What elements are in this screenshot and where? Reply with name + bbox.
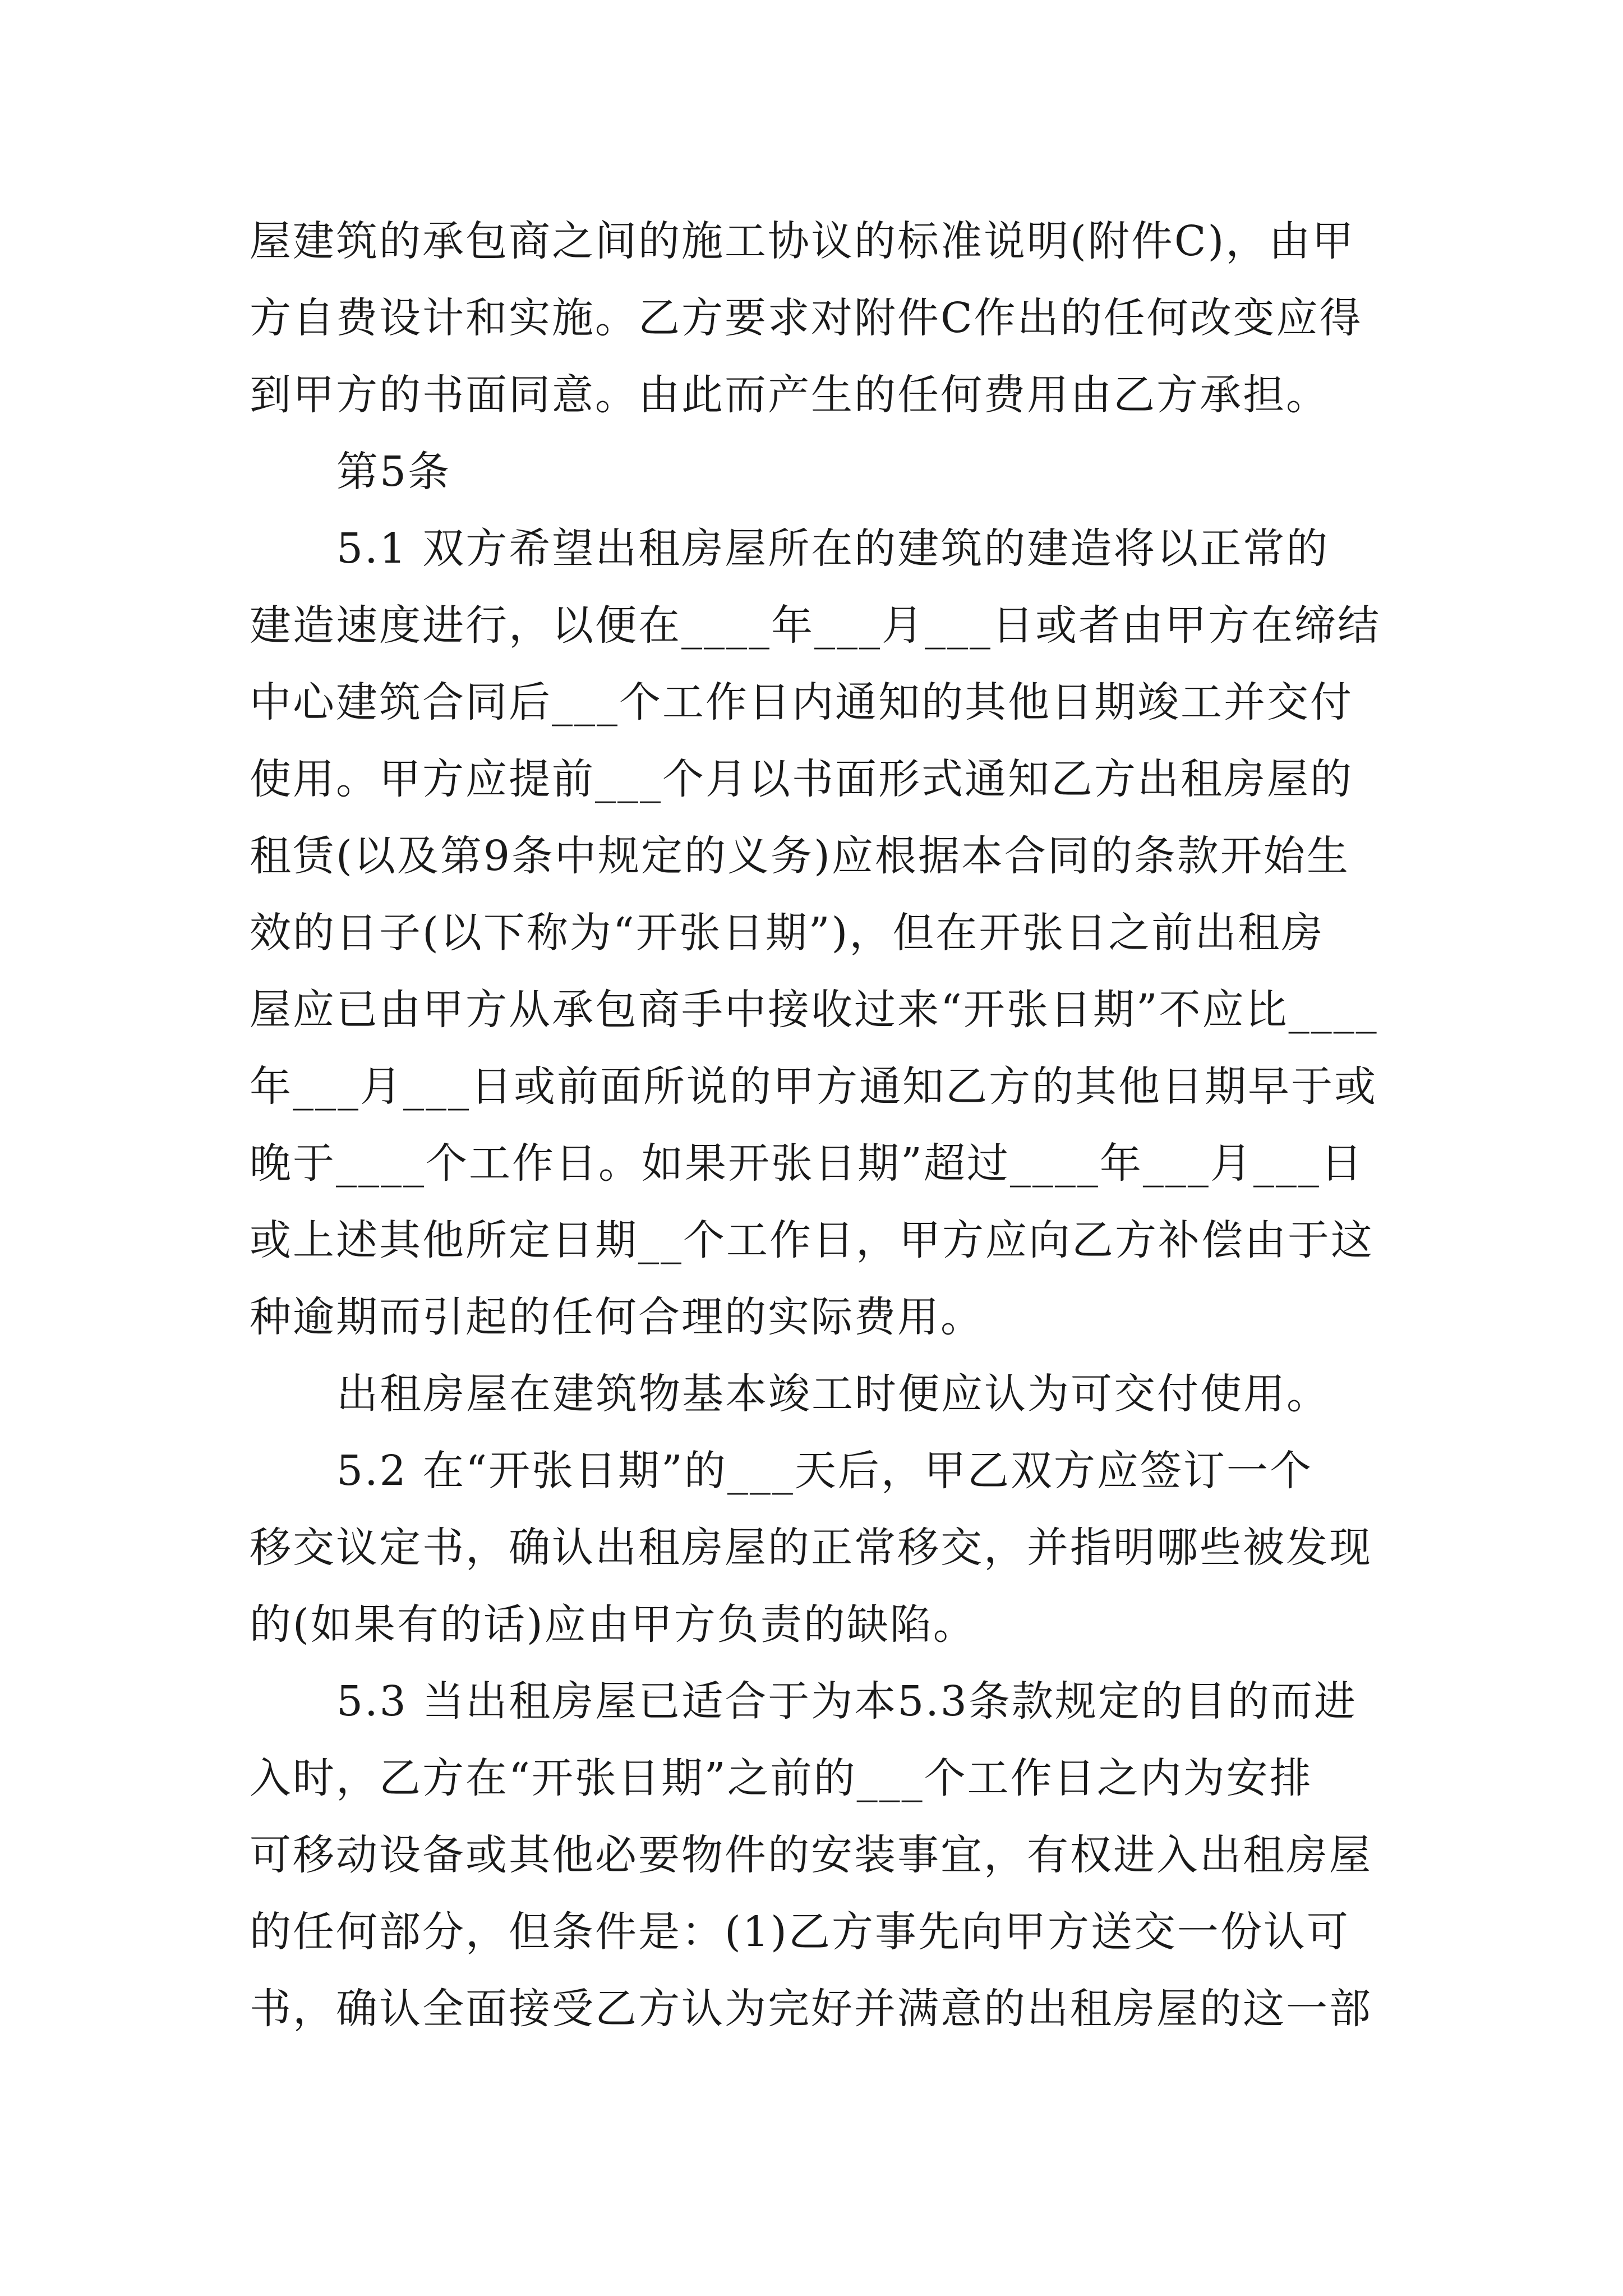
text-line: 租赁(以及第9条中规定的义务)应根据本合同的条款开始生 (250, 832, 1350, 880)
text-line: 年___月___日或前面所说的甲方通知乙方的其他日期早于或 (250, 1062, 1377, 1111)
text-line: 中心建筑合同后___个工作日内通知的其他日期竣工并交付 (250, 678, 1353, 726)
text-line: 的任何部分，但条件是：(1)乙方事先向甲方送交一份认可 (250, 1908, 1350, 1956)
text-line: 或上述其他所定日期__个工作日，甲方应向乙方补偿由于这 (250, 1216, 1374, 1264)
clause-5-1-first-line: 5.1 双方希望出租房屋所在的建筑的建造将以正常的 (336, 524, 1330, 573)
text-line: 移交议定书，确认出租房屋的正常移交，并指明哪些被发现 (250, 1524, 1372, 1572)
text-line: 书，确认全面接受乙方认为完好并满意的出租房屋的这一部 (250, 1985, 1372, 2033)
clause-5-3-first-line: 5.3 当出租房屋已适合于为本5.3条款规定的目的而进 (336, 1677, 1357, 1726)
clause-5-2-first-line: 5.2 在“开张日期”的___天后，甲乙双方应签订一个 (336, 1447, 1313, 1495)
article-heading: 第5条 (336, 448, 451, 496)
text-line: 屋建筑的承包商之间的施工协议的标准说明(附件C)，由甲 (250, 217, 1355, 265)
text-line: 种逾期而引起的任何合理的实际费用。 (250, 1293, 984, 1341)
text-line: 方自费设计和实施。乙方要求对附件C作出的任何改变应得 (250, 294, 1363, 342)
text-line: 屋应已由甲方从承包商手中接收过来“开张日期”不应比____ (250, 986, 1378, 1034)
text-line: 的(如果有的话)应由甲方负责的缺陷。 (250, 1600, 976, 1649)
text-line: 建造速度进行，以便在____年___月___日或者由甲方在缔结 (250, 601, 1381, 650)
completion-note: 出租房屋在建筑物基本竣工时便应认为可交付使用。 (336, 1370, 1330, 1418)
text-line: 使用。甲方应提前___个月以书面形式通知乙方出租房屋的 (250, 755, 1353, 803)
text-line: 效的日子(以下称为“开张日期”)，但在开张日之前出租房 (250, 909, 1325, 957)
text-line: 晚于____个工作日。如果开张日期”超过____年___月___日 (250, 1139, 1364, 1188)
text-line: 可移动设备或其他必要物件的安装事宜，有权进入出租房屋 (250, 1831, 1372, 1879)
text-line: 入时，乙方在“开张日期”之前的___个工作日之内为安排 (250, 1754, 1313, 1802)
text-line: 到甲方的书面同意。由此而产生的任何费用由乙方承担。 (250, 371, 1329, 419)
